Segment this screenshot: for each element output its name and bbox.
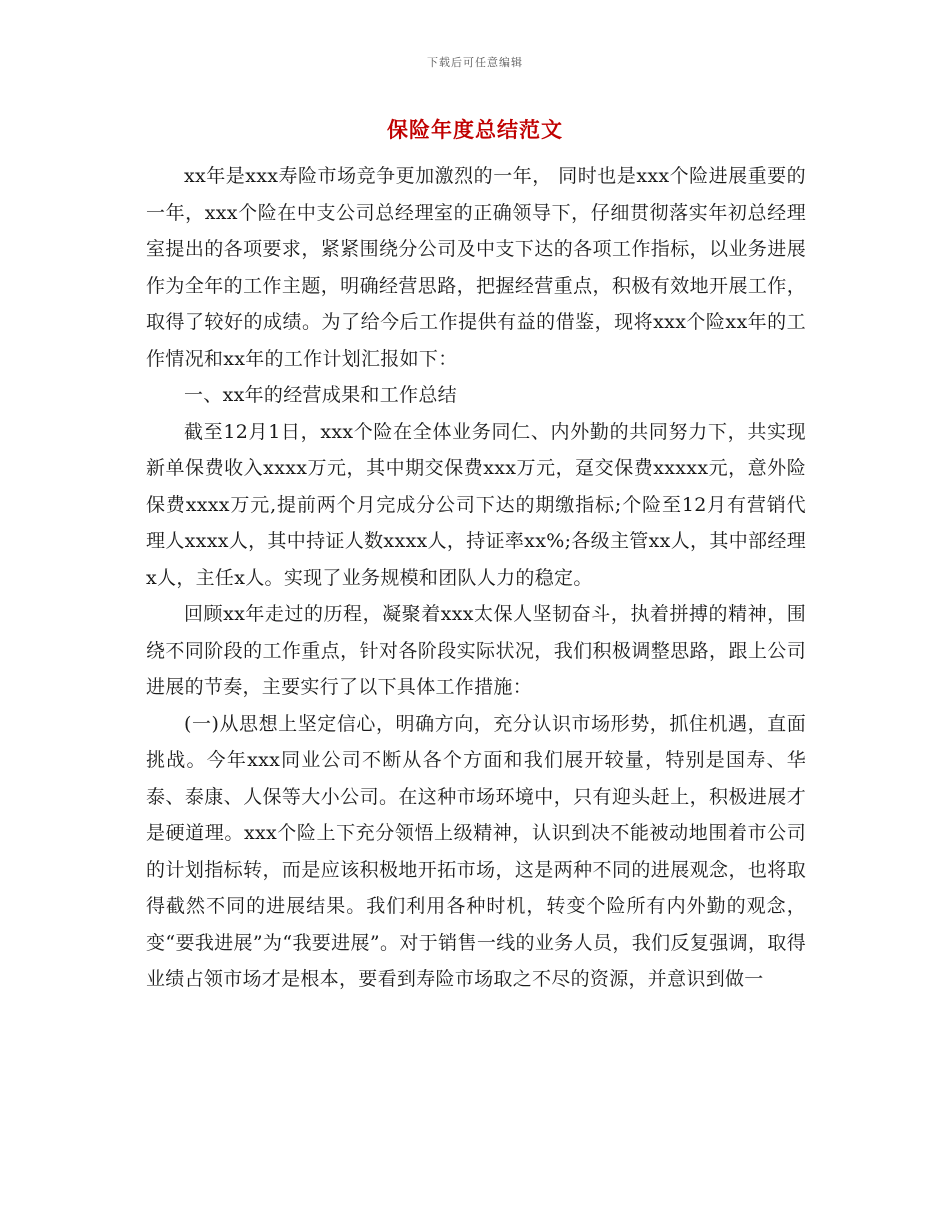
section-heading: 一、xx年的经营成果和工作总结 — [184, 384, 457, 406]
paragraph-measure-1: (一)从思想上坚定信心，明确方向，充分认识市场形势，抓住机遇，直面挑战。今年xxx同业公司不断从各个方面和我们展开较量，特别是国寿、华泰、泰康、人保等大小公司。在这种市场环境中，只有迎头赶上，积极进展才是硬道理。xxx个险上下充分领悟上级精神，认识到决不能被动地围着市公司的计划指标转，而是应该积极地开拓市场，这是两种不同的进展观念，也将取得截然不同的进展结果。我们利用各种时机，转变个险所有内外勤的观念，变“要我进展”为“我要进展”。对于销售一线的业务人员，我们反复强调，取得业绩占领市场才是根本，要看到寿险市场取之不尽的资源，并意识到做一 — [146, 712, 806, 990]
document-body — [146, 158, 806, 998]
paragraph-review: 回顾xx年走过的历程，凝聚着xxx太保人坚韧奋斗，执着拼搏的精神，围绕不同阶段的工作重点，针对各阶段实际状况，我们积极调整思路，跟上公司进展的节奏，主要实行了以下具体工作措施： — [146, 603, 806, 698]
header-note: 下载后可任意编辑 — [427, 56, 523, 69]
paragraph-intro: xx年是xxx寿险市场竞争更加激烈的一年， 同时也是xxx个险进展重要的一年，xxx个险在中支公司总经理室的正确领导下，仔细贯彻落实年初总经理室提出的各项要求，紧紧围绕分公司及中支下达的各项工作指标，以业务进展作为全年的工作主题，明确经营思路，把握经营重点，积极有效地开展工作，取得了较好的成绩。为了给今后工作提供有益的借鉴，现将xxx个险xx年的工作情况和xx年的工作计划汇报如下： — [146, 165, 806, 370]
document-title: 保险年度总结范文 — [387, 118, 563, 142]
paragraph-results: 截至12月1日，xxx个险在全体业务同仁、内外勤的共同努力下，共实现新单保费收入xxxx万元，其中期交保费xxx万元，趸交保费xxxxx元，意外险保费xxxx万元,提前两个月完成分公司下达的期缴指标;个险至12月有营销代理人xxxx人，其中持证人数xxxx人，持证率xx%;各级主管xx人，其中部经理x人，主任x人。实现了业务规模和团队人力的稳定。 — [146, 420, 806, 589]
